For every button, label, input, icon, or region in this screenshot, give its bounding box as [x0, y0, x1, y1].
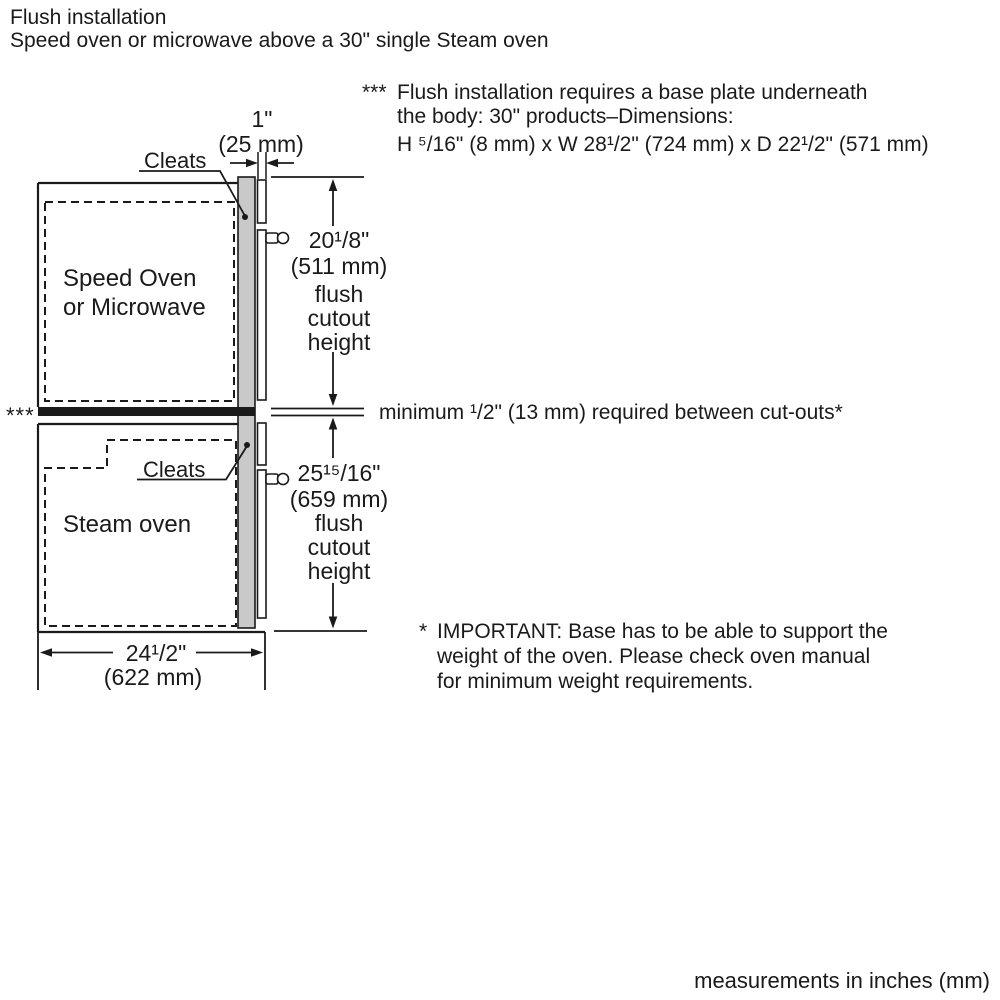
- dim-upper-height-caption2: cutout: [307, 305, 371, 331]
- dim-cleat-thickness-mm: (25 mm): [218, 131, 304, 157]
- dim-lower-height-inches: 25¹⁵/16": [297, 460, 381, 486]
- dim-width-inches: 24¹/2": [125, 640, 187, 666]
- mounting-screw-icon: [266, 233, 289, 244]
- important-note-line2: weight of the oven. Please check oven manual: [437, 645, 871, 668]
- cleat-rail: [238, 177, 255, 628]
- important-note-marker: *: [419, 620, 428, 643]
- dim-upper-height-caption1: flush: [314, 281, 364, 307]
- dim-lower-height-caption2: cutout: [307, 534, 371, 560]
- base-plate-note-line2: the body: 30" products–Dimensions:: [397, 105, 734, 128]
- dim-upper-height-mm: (511 mm): [290, 253, 388, 279]
- upper-oven-label-line2: or Microwave: [63, 294, 206, 321]
- base-plate-note-line3: H ⁵/16" (8 mm) x W 28¹/2" (724 mm) x D 22¹/2" (571 mm): [397, 133, 929, 156]
- units-note: measurements in inches (mm): [694, 968, 990, 993]
- dim-cleat-thickness-inches: 1": [251, 106, 273, 132]
- page-title: Flush installation: [10, 6, 167, 29]
- lower-oven-label: Steam oven: [63, 511, 192, 538]
- base-plate-marker: ***: [6, 403, 35, 428]
- cleats-label-upper: Cleats: [144, 148, 207, 173]
- dim-upper-height-caption3: height: [307, 329, 371, 355]
- dim-width-mm: (622 mm): [103, 664, 203, 690]
- gap-note: minimum ¹/2" (13 mm) required between cut-outs*: [379, 401, 843, 424]
- mounting-screw-icon: [266, 474, 289, 485]
- cleat-strips: [258, 180, 267, 618]
- gap-double-lines: [271, 409, 364, 416]
- cleats-label-lower: Cleats: [143, 457, 206, 482]
- cleats-leader-upper: [139, 171, 248, 220]
- dim-lower-height-caption1: flush: [314, 510, 364, 536]
- upper-oven-label-line1: Speed Oven: [63, 265, 197, 292]
- base-plate-note-marker: ***: [362, 81, 387, 104]
- dim-lower-height-mm: (659 mm): [289, 486, 389, 512]
- important-note-line3: for minimum weight requirements.: [437, 670, 754, 693]
- dim-upper-height-inches: 20¹/8": [308, 227, 370, 253]
- important-note-line1: IMPORTANT: Base has to be able to support the: [437, 620, 888, 643]
- base-plate-note-line1: Flush installation requires a base plate underneath: [397, 81, 868, 104]
- base-plate-divider: [38, 407, 255, 416]
- dim-lower-height-caption3: height: [307, 558, 371, 584]
- page-subtitle: Speed oven or microwave above a 30" single Steam oven: [10, 29, 549, 52]
